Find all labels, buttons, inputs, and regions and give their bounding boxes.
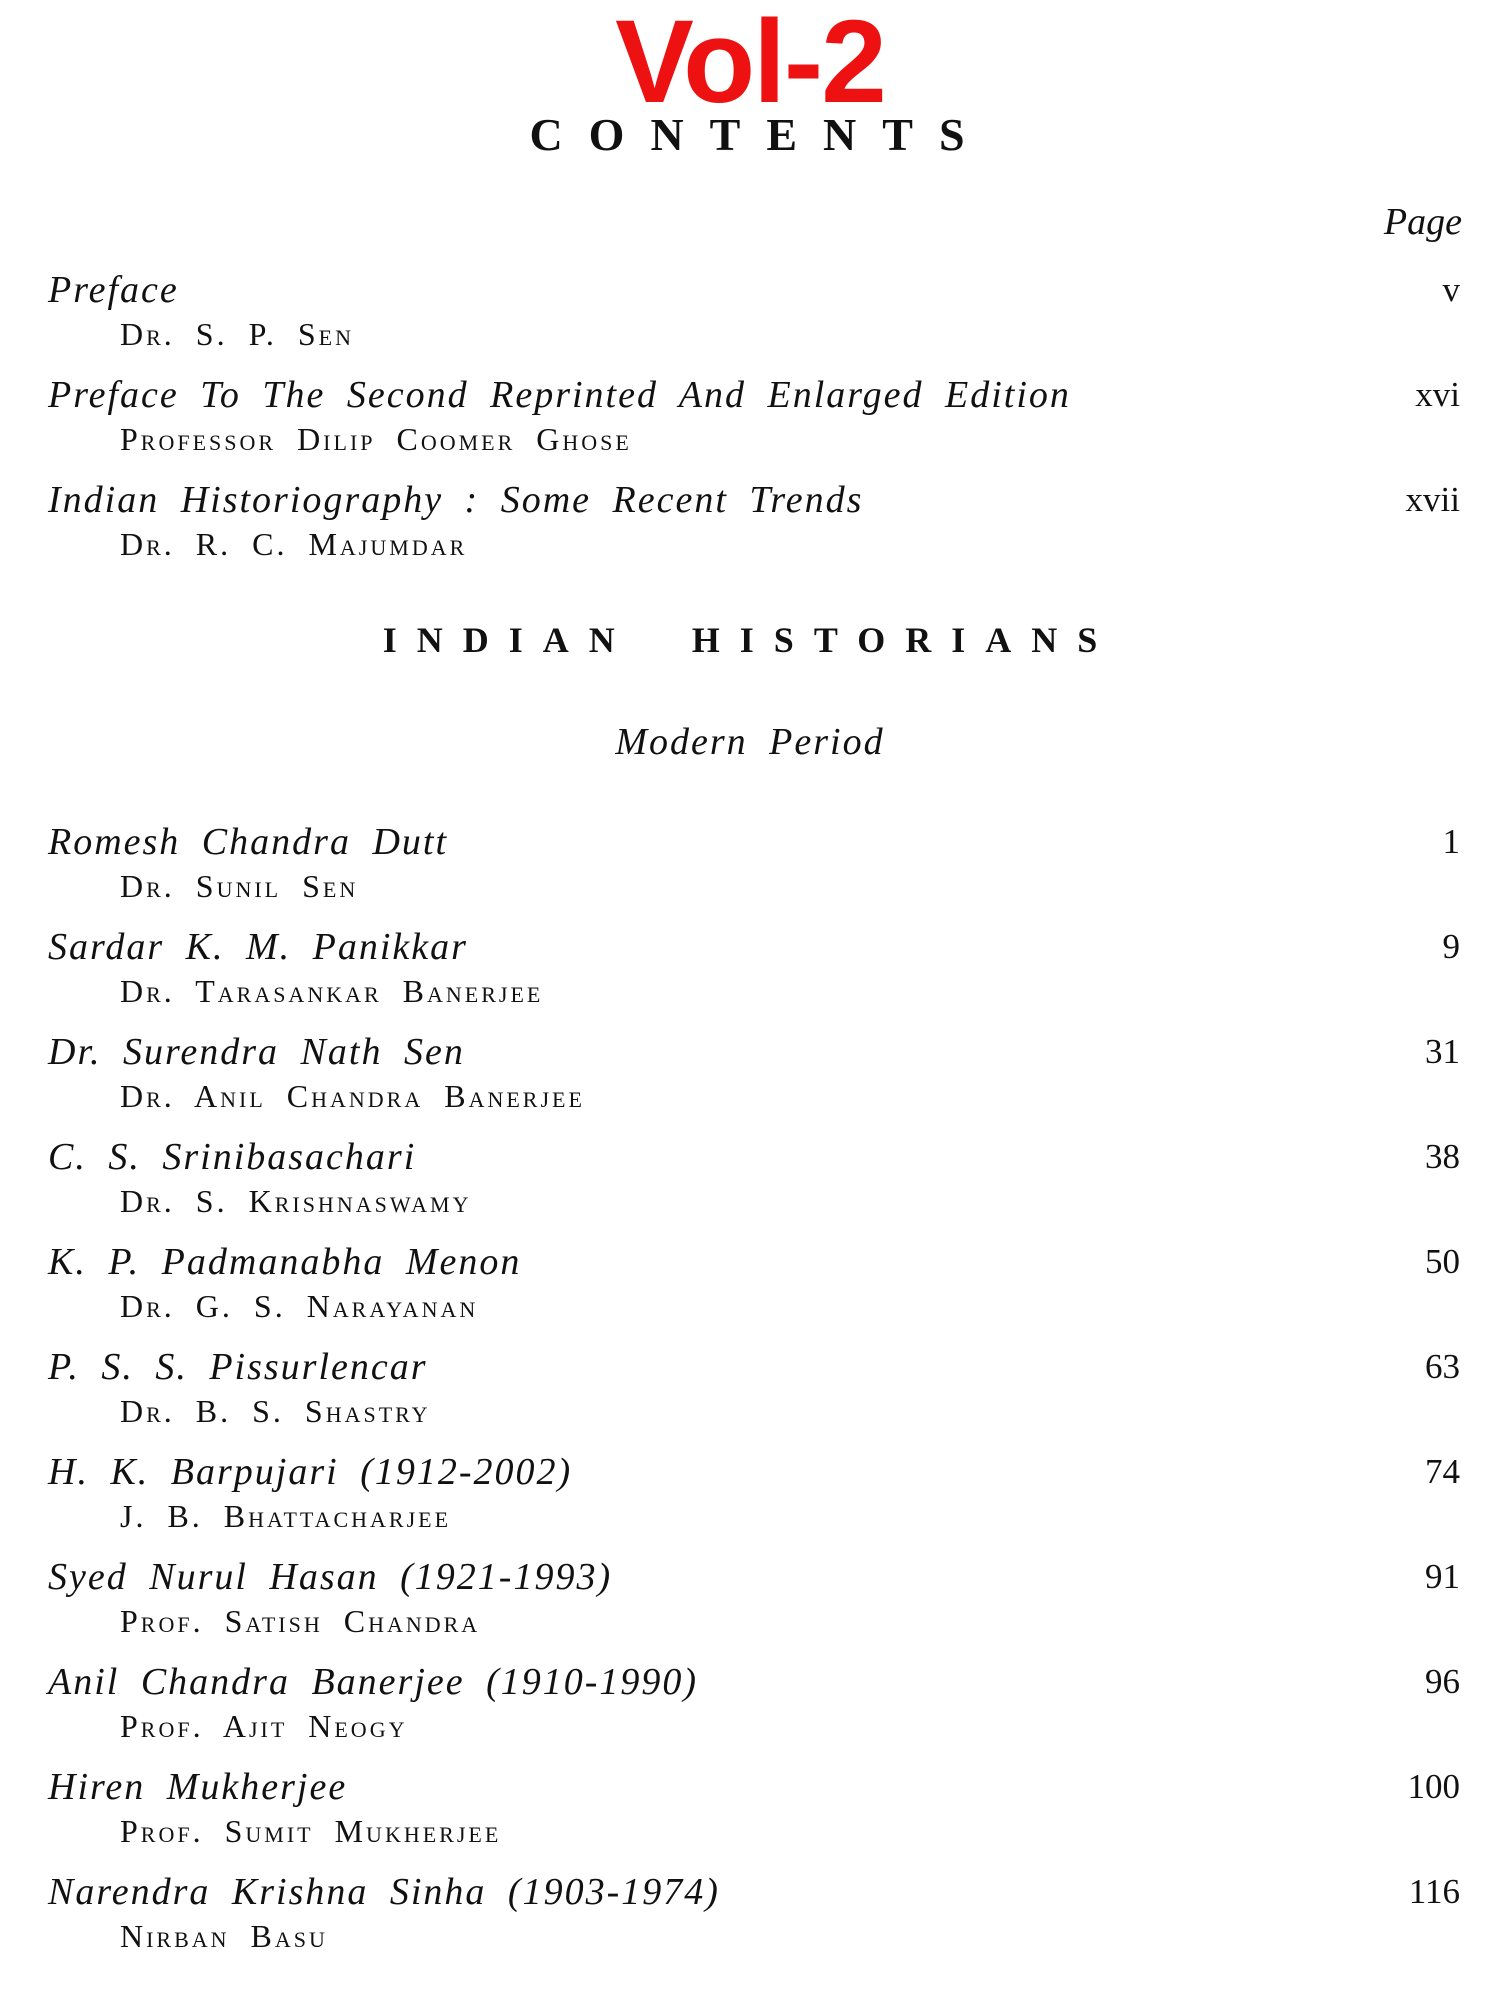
entry-page-number: xvi (1415, 375, 1460, 414)
toc-entry (0, 1240, 1500, 1340)
toc-entry (0, 1660, 1500, 1760)
entry-page-number: 100 (1407, 1767, 1460, 1806)
entry-title: H. K. Barpujari (1912-2002) (48, 1451, 573, 1493)
entry-title: Syed Nurul Hasan (1921-1993) (48, 1556, 613, 1598)
entry-title: Narendra Krishna Sinha (1903-1974) (48, 1871, 720, 1913)
entry-author: Dr. S. Krishnaswamy (120, 1183, 472, 1219)
toc-entry (0, 925, 1500, 1025)
page-column-heading: Page (1383, 201, 1462, 243)
entry-title: Indian Historiography : Some Recent Trends (48, 479, 864, 521)
entry-author: Prof. Sumit Mukherjee (120, 1813, 502, 1849)
entry-author: Dr. B. S. Shastry (120, 1393, 431, 1429)
entry-author: Prof. Satish Chandra (120, 1603, 481, 1639)
toc-entry (0, 478, 1500, 578)
section-subheading: Modern Period (615, 721, 885, 763)
section-heading: INDIAN HISTORIANS (382, 620, 1118, 660)
toc-entry (0, 820, 1500, 920)
entry-author: Dr. S. P. Sen (120, 316, 354, 352)
entry-page-number: 116 (1408, 1872, 1460, 1911)
toc-entry (0, 1030, 1500, 1130)
entry-title: Dr. Surendra Nath Sen (48, 1031, 465, 1073)
toc-entry (0, 1345, 1500, 1445)
entry-page-number: 63 (1425, 1347, 1460, 1386)
entry-title: Romesh Chandra Dutt (48, 821, 448, 863)
toc-entry (0, 1135, 1500, 1235)
entry-title: Preface (48, 269, 179, 311)
entry-author: Nirban Basu (120, 1918, 328, 1954)
entry-page-number: 91 (1425, 1557, 1460, 1596)
toc-entry (0, 268, 1500, 368)
entry-author: J. B. Bhattacharjee (120, 1498, 452, 1534)
toc-entry (0, 1555, 1500, 1655)
entry-author: Prof. Ajit Neogy (120, 1708, 408, 1744)
entry-page-number: 50 (1425, 1242, 1460, 1281)
entry-page-number: xvii (1405, 480, 1460, 519)
page-title: CONTENTS (529, 109, 991, 160)
entry-title: P. S. S. Pissurlencar (48, 1346, 428, 1388)
entry-title: C. S. Srinibasachari (48, 1136, 417, 1178)
toc-entry (0, 373, 1500, 473)
entry-author: Dr. Tarasankar Banerjee (120, 973, 544, 1009)
toc-entry (0, 1450, 1500, 1550)
entry-author: Dr. Anil Chandra Banerjee (120, 1078, 585, 1114)
entry-page-number: 1 (1442, 822, 1460, 861)
entry-page-number: 38 (1425, 1137, 1460, 1176)
entry-page-number: v (1442, 270, 1460, 309)
entry-title: Sardar K. M. Panikkar (48, 926, 468, 968)
entry-author: Dr. Sunil Sen (120, 868, 359, 904)
entry-author: Dr. R. C. Majumdar (120, 526, 468, 562)
entry-title: Preface To The Second Reprinted And Enlarged Edition (48, 374, 1071, 416)
volume-label: Vol-2 (615, 0, 885, 128)
toc-entry (0, 1765, 1500, 1865)
entry-author: Professor Dilip Coomer Ghose (120, 421, 632, 457)
entry-title: K. P. Padmanabha Menon (48, 1241, 522, 1283)
entry-page-number: 9 (1442, 927, 1460, 966)
toc-entry (0, 1870, 1500, 1970)
entry-page-number: 31 (1425, 1032, 1460, 1071)
entry-title: Anil Chandra Banerjee (1910-1990) (48, 1661, 699, 1703)
entry-page-number: 96 (1425, 1662, 1460, 1701)
entry-page-number: 74 (1425, 1452, 1460, 1491)
entry-author: Dr. G. S. Narayanan (120, 1288, 479, 1324)
entry-title: Hiren Mukherjee (48, 1766, 348, 1808)
